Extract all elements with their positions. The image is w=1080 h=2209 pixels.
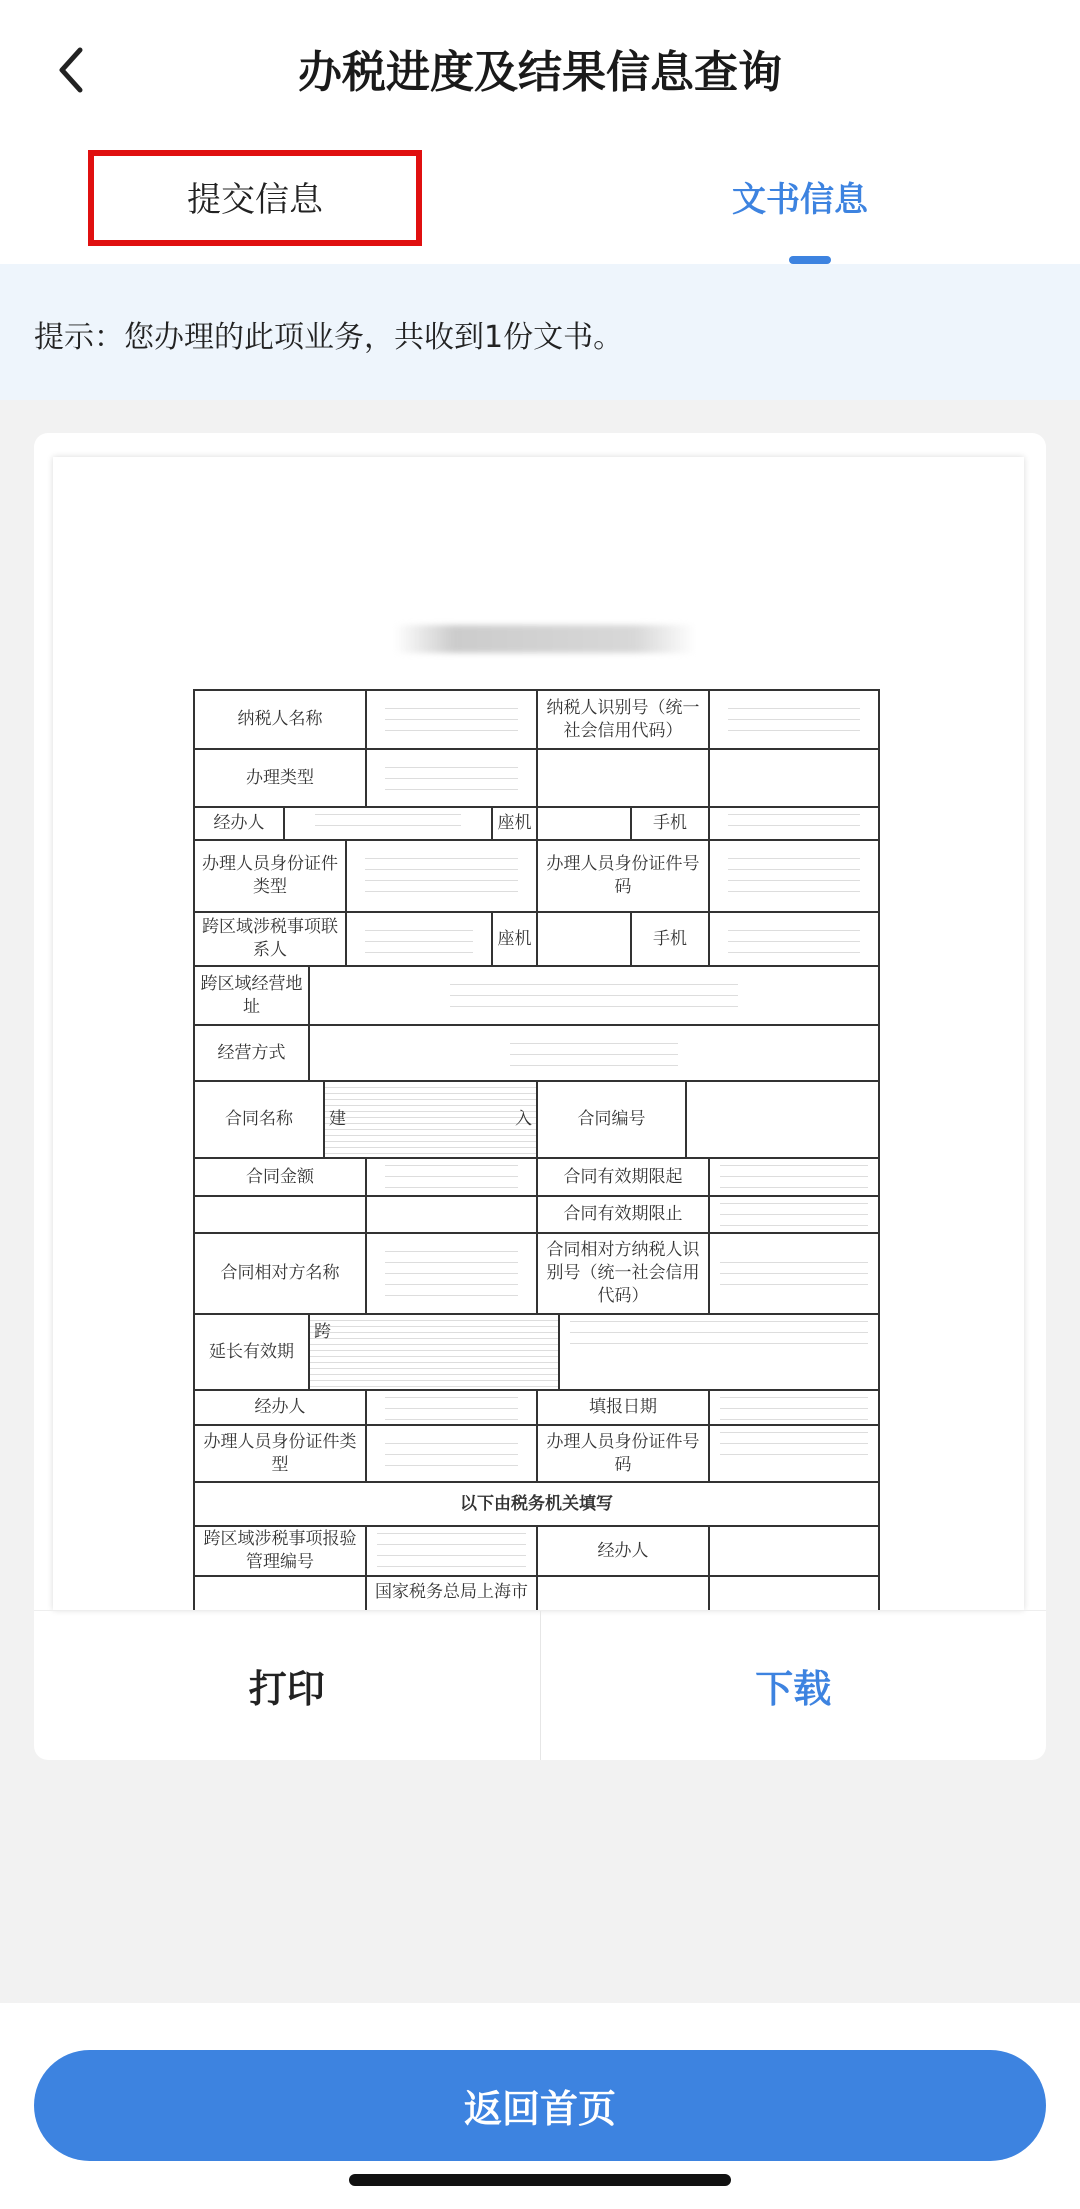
cell-label: 合同有效期限起 <box>538 1159 710 1195</box>
cell-redacted <box>347 913 493 965</box>
contract-name-fragment: 建 <box>329 1109 346 1130</box>
cell-label: 合同相对方纳税人识别号（统一社会信用代码） <box>538 1234 710 1313</box>
cell-label: 办理类型 <box>195 750 367 806</box>
table-row <box>195 750 880 808</box>
cell-redacted <box>347 841 538 911</box>
cell-label: 经办人 <box>195 1391 367 1424</box>
cell-label: 座机 <box>493 808 538 839</box>
cell-redacted <box>710 1197 880 1232</box>
cell-empty <box>538 808 632 839</box>
table-row <box>195 1577 880 1610</box>
table-row <box>195 1426 880 1483</box>
download-button[interactable]: 下载 <box>755 1667 832 1711</box>
cell-label: 合同编号 <box>538 1082 687 1157</box>
cell-empty <box>687 1082 880 1157</box>
section-heading: 以下由税务机关填写 <box>195 1483 880 1525</box>
table-row <box>195 967 880 1026</box>
page-title: 办税进度及结果信息查询 <box>298 47 782 98</box>
return-home-button[interactable]: 返回首页 <box>34 2050 1046 2161</box>
cell-label: 办理人员身份证件号码 <box>538 841 710 911</box>
cell-label: 合同相对方名称 <box>195 1234 367 1313</box>
cell-label: 合同有效期限止 <box>538 1197 710 1232</box>
document-actions <box>34 1610 1046 1760</box>
tab-submit-info[interactable]: 提交信息 <box>187 180 323 220</box>
cell-redacted <box>710 913 880 965</box>
blurred-document-title <box>394 625 696 653</box>
table-row <box>195 1026 880 1082</box>
table-row <box>195 691 880 750</box>
document-preview[interactable] <box>53 457 1024 1610</box>
cell-empty <box>367 1197 538 1232</box>
cell-label: 经办人 <box>538 1527 710 1575</box>
cell-empty <box>710 1577 880 1610</box>
home-indicator <box>349 2174 731 2186</box>
cell-redacted <box>560 1315 880 1389</box>
cell-label: 合同名称 <box>195 1082 325 1157</box>
cell-label: 手机 <box>632 913 710 965</box>
header <box>0 0 1080 264</box>
cell-redacted <box>310 967 880 1024</box>
table-row <box>195 1197 880 1234</box>
cell-redacted <box>367 1159 538 1195</box>
highlight-box <box>88 150 422 246</box>
cell-redacted <box>710 841 880 911</box>
cell-empty <box>538 750 710 806</box>
hint-text: 提示：您办理的此项业务，共收到1份文书。 <box>34 320 624 355</box>
active-tab-indicator <box>789 256 831 264</box>
extend-fragment: 跨 <box>314 1322 331 1342</box>
bottom-bar <box>0 2003 1080 2209</box>
cell-label: 跨区域经营地址 <box>195 967 310 1024</box>
cell-label: 纳税人识别号（统一社会信用代码） <box>538 691 710 748</box>
table-row <box>195 1315 880 1391</box>
cell-redacted <box>367 691 538 748</box>
cell-redacted <box>710 1159 880 1195</box>
document-card <box>34 433 1046 1760</box>
cell-label: 经营方式 <box>195 1026 310 1080</box>
cell-redacted <box>285 808 493 839</box>
cell-label: 合同金额 <box>195 1159 367 1195</box>
table-row <box>195 1391 880 1426</box>
hint-banner <box>0 264 1080 400</box>
cell-empty <box>538 1577 710 1610</box>
table-row <box>195 1483 880 1527</box>
table-row <box>195 841 880 913</box>
cell-empty <box>195 1197 367 1232</box>
cell-value: 国家税务总局上海市 <box>367 1577 538 1610</box>
cell-empty <box>710 750 880 806</box>
print-button[interactable]: 打印 <box>34 1611 541 1760</box>
cell-redacted <box>710 1234 880 1313</box>
cell-label: 填报日期 <box>538 1391 710 1424</box>
cell-label: 经办人 <box>195 808 285 839</box>
cell-redacted <box>310 1315 560 1389</box>
table-row <box>195 808 880 841</box>
table-row <box>195 1234 880 1315</box>
cell-label: 手机 <box>632 808 710 839</box>
cell-redacted <box>367 1391 538 1424</box>
cell-redacted <box>710 1426 880 1481</box>
cell-label: 办理人员身份证件类型 <box>195 841 347 911</box>
cell-empty <box>195 1577 367 1610</box>
cell-redacted <box>367 1234 538 1313</box>
table-row <box>195 1082 880 1159</box>
table-row <box>195 1527 880 1577</box>
cell-label: 跨区域涉税事项联系人 <box>195 913 347 965</box>
cell-label: 办理人员身份证件号码 <box>538 1426 710 1481</box>
cell-redacted <box>367 1527 538 1575</box>
table-row <box>195 913 880 967</box>
cell-redacted <box>310 1026 880 1080</box>
cell-empty <box>538 913 632 965</box>
cell-redacted <box>710 1391 880 1424</box>
tab-document-info[interactable]: 文书信息 <box>732 180 868 220</box>
cell-label: 纳税人名称 <box>195 691 367 748</box>
cell-label: 办理人员身份证件类型 <box>195 1426 367 1481</box>
cell-empty <box>710 1527 880 1575</box>
cell-redacted <box>710 691 880 748</box>
cell-redacted <box>367 1426 538 1481</box>
cell-label: 延长有效期 <box>195 1315 310 1389</box>
cell-redacted <box>325 1082 538 1157</box>
document-table <box>193 689 880 1610</box>
cell-redacted <box>710 808 880 839</box>
cell-redacted <box>367 750 538 806</box>
cell-label: 座机 <box>493 913 538 965</box>
contract-name-fragment: 入 <box>515 1109 532 1130</box>
cell-label: 跨区域涉税事项报验管理编号 <box>195 1527 367 1575</box>
table-row <box>195 1159 880 1197</box>
